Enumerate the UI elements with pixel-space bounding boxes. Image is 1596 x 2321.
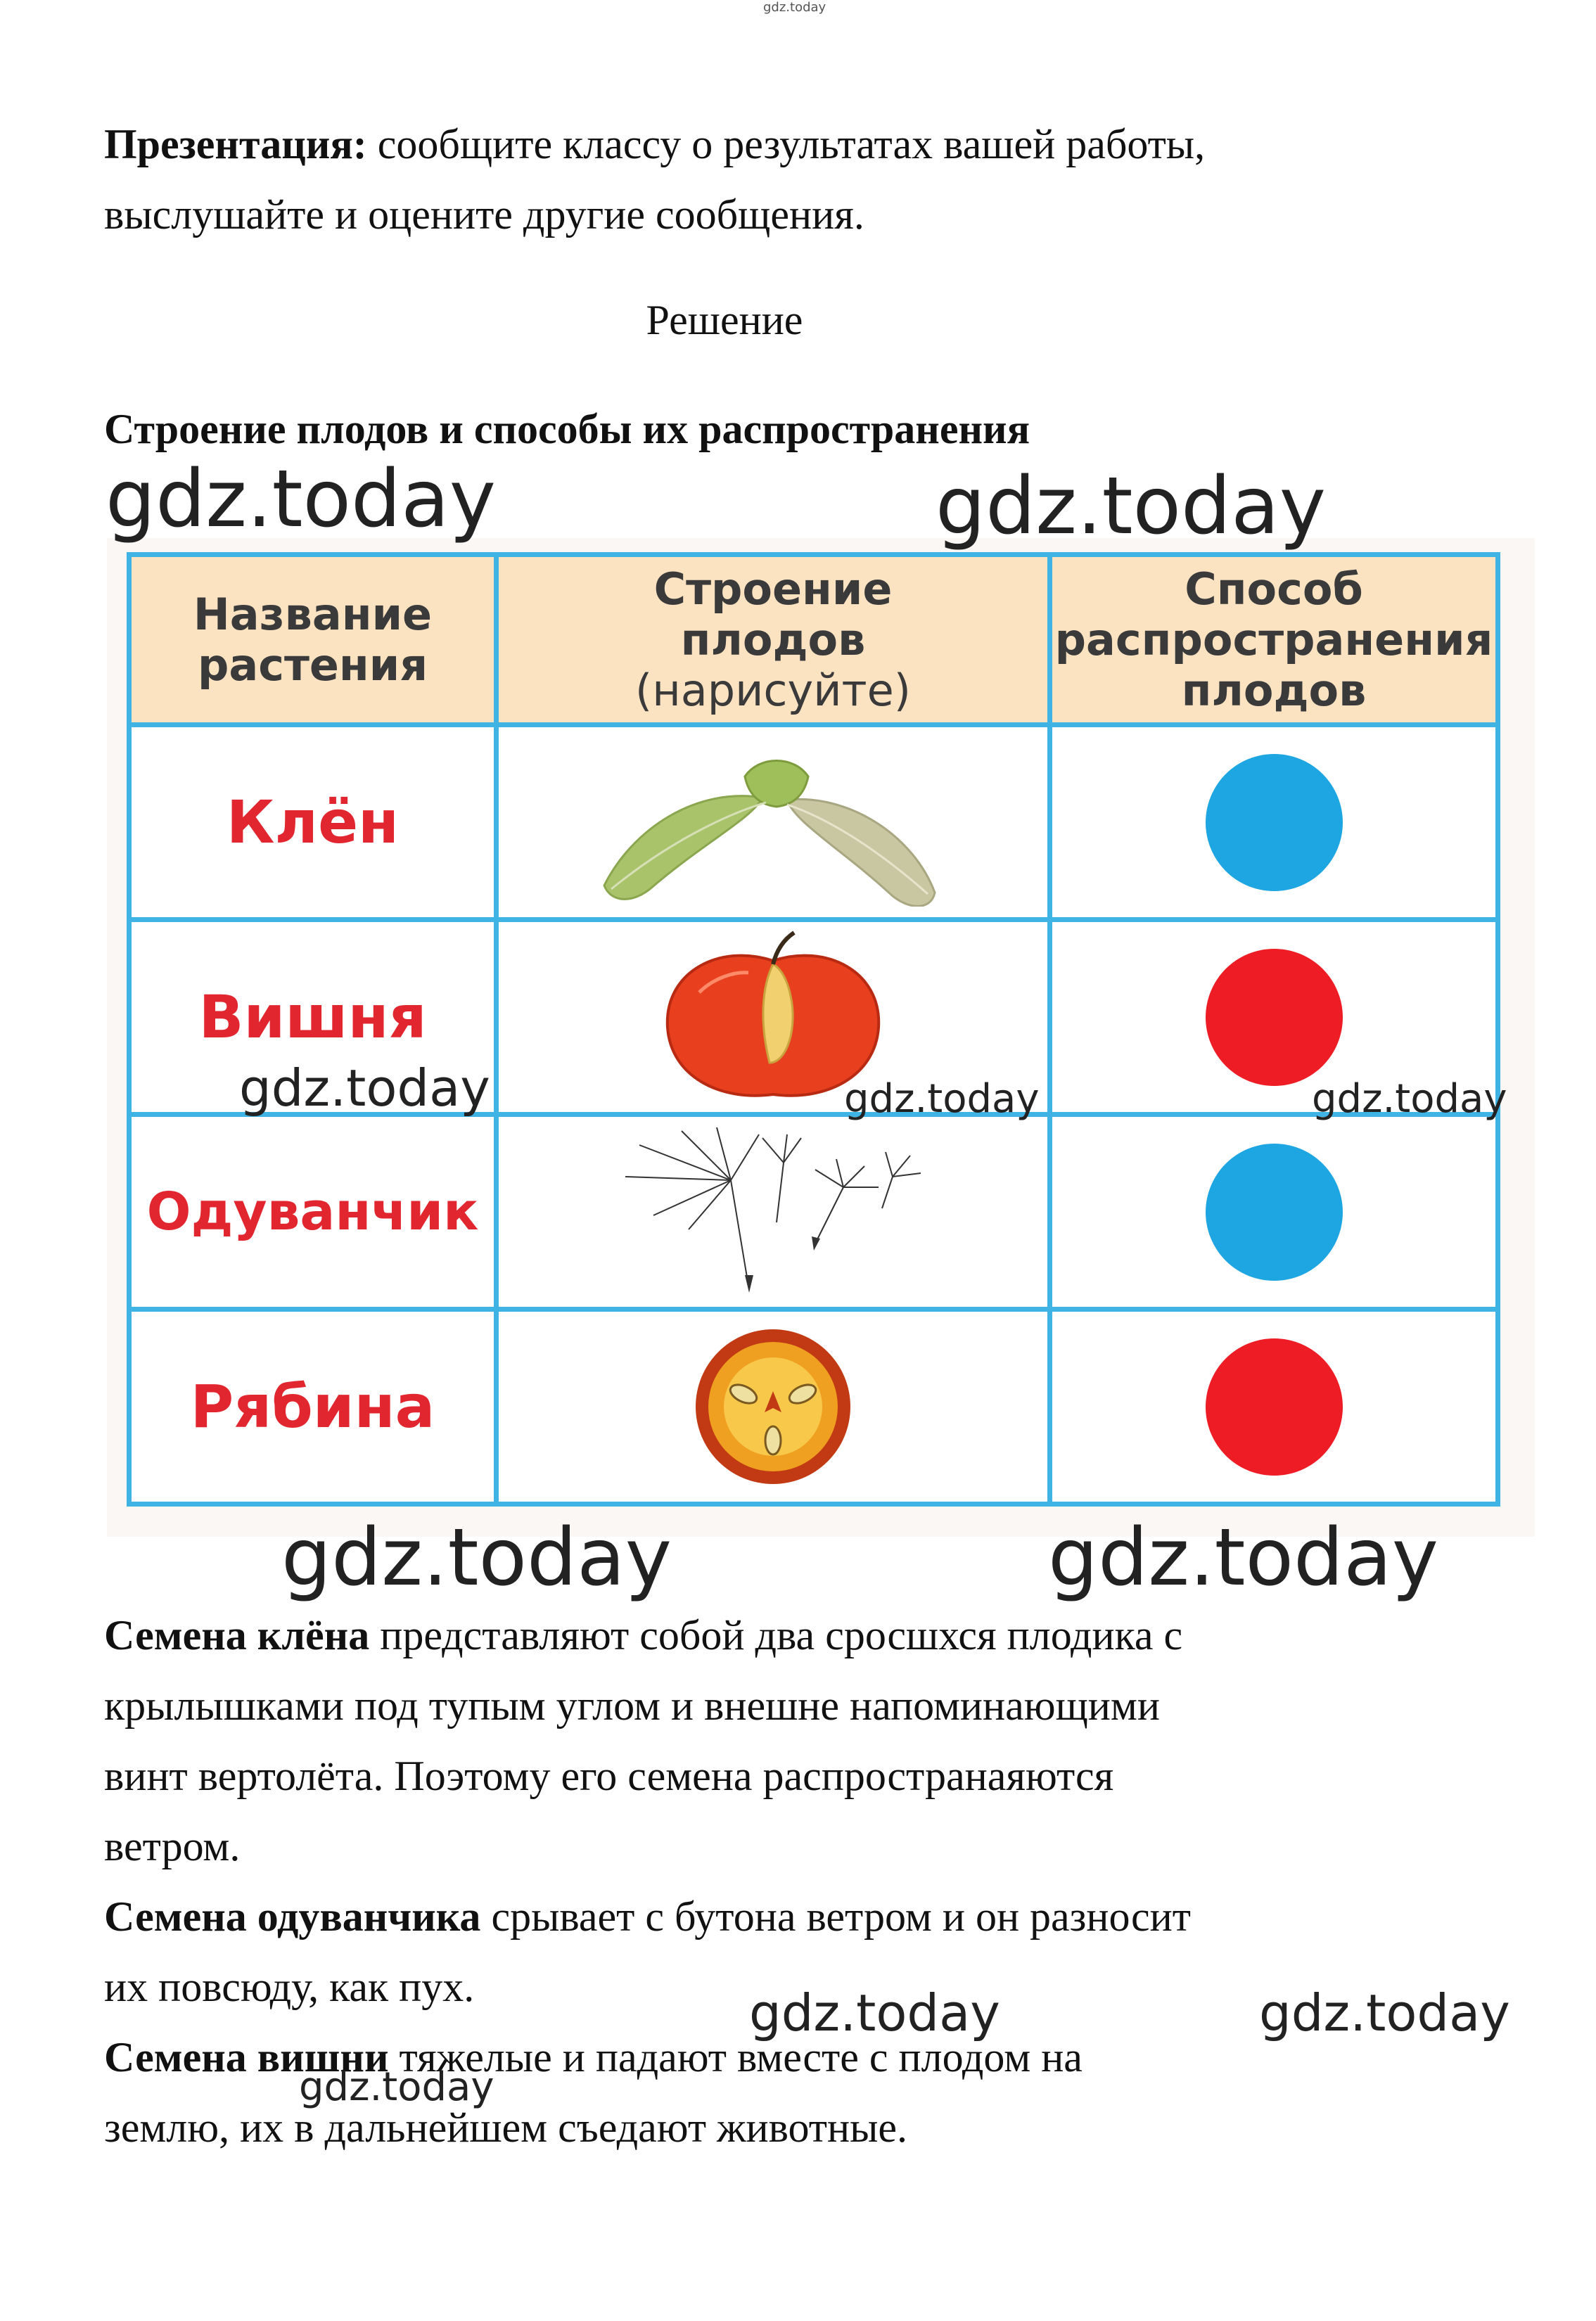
header-fruit-structure-line3: (нарисуйте)	[635, 664, 911, 716]
watermark: gdz.today	[281, 1512, 672, 1604]
dispersal-dot-icon	[1206, 754, 1343, 891]
fruit-table	[127, 552, 1500, 1507]
intro-line-2: выслушайте и оцените другие сообщения.	[104, 191, 864, 238]
header-watermark: gdz.today	[763, 0, 826, 15]
dispersal-cell	[1050, 725, 1498, 920]
fruit-drawing-cell	[497, 725, 1050, 920]
p2-line-1	[104, 1881, 1191, 1952]
p3-bold: Семена вишни	[104, 2034, 389, 2080]
p2-text: срывает с бутона ветром и он разносит	[480, 1893, 1191, 1940]
intro-line-1	[104, 109, 1205, 179]
header-dispersal-line1: Способ	[1185, 563, 1363, 615]
dispersal-dot-icon	[1206, 1144, 1343, 1281]
fruit-drawing-cell	[497, 1115, 1050, 1310]
watermark: gdz.today	[1259, 1983, 1510, 2042]
header-fruit-structure-line1: Строение	[653, 563, 893, 615]
header-plant-name	[129, 555, 497, 725]
intro-bold: Презентация:	[104, 121, 367, 167]
fruit-drawing-cell	[497, 1310, 1050, 1504]
header-plant-name-line1: Название	[193, 588, 433, 640]
dandelion-seeds-icon	[611, 1124, 935, 1300]
p1-line-3: винт вертолёта. Поэтому его семена распространаяются	[104, 1753, 1114, 1799]
p3-line-2: землю, их в дальнейшем съедают животные.	[104, 2104, 908, 2151]
header-dispersal-line2: распространения	[1054, 613, 1493, 665]
p1-text: представляют собой два сросшхся плодика с	[369, 1612, 1183, 1658]
header-plant-name-line2: растения	[197, 639, 428, 691]
table-header-row	[129, 555, 1498, 725]
p1-bold: Семена клёна	[104, 1612, 370, 1658]
dispersal-cell	[1050, 1310, 1498, 1504]
dispersal-cell	[1050, 1115, 1498, 1310]
p3-text: тяжелые и падают вместе с плодом на	[388, 2034, 1083, 2080]
table-title: Строение плодов и способы их распространения	[104, 406, 1030, 452]
watermark: gdz.today	[1048, 1512, 1439, 1604]
header-fruit-structure	[497, 555, 1050, 725]
plant-name: Рябина	[129, 1310, 497, 1504]
maple-samara-icon	[583, 738, 963, 907]
watermark: gdz.today	[844, 1076, 1040, 1122]
table-row	[129, 1115, 1498, 1310]
solution-heading: Решение	[646, 297, 803, 343]
plant-name: Вишня	[129, 920, 497, 1115]
watermark: gdz.today	[936, 461, 1327, 552]
header-fruit-structure-line2: плодов	[680, 613, 866, 665]
table-row	[129, 1310, 1498, 1504]
intro-text: сообщите классу о результатах вашей работы,	[366, 121, 1206, 167]
dispersal-dot-icon	[1206, 949, 1343, 1086]
dispersal-dot-icon	[1206, 1338, 1343, 1476]
plant-name: Клён	[129, 725, 497, 920]
p1-line-1	[104, 1600, 1182, 1670]
header-dispersal-line3: плодов	[1181, 664, 1367, 716]
watermark: gdz.today	[239, 1059, 490, 1118]
watermark: gdz.today	[749, 1983, 1000, 2042]
plant-name: Одуванчик	[129, 1115, 497, 1310]
p2-line-2: их повсюду, как пух.	[104, 1964, 475, 2010]
p2-bold: Семена одуванчика	[104, 1893, 481, 1940]
table-row	[129, 725, 1498, 920]
p1-line-2: крылышками под тупым углом и внешне напоминающими	[104, 1682, 1160, 1729]
header-dispersal-method	[1050, 555, 1498, 725]
watermark: gdz.today	[299, 2064, 494, 2110]
rowan-berry-icon	[689, 1322, 857, 1491]
watermark: gdz.today	[106, 454, 497, 545]
watermark: gdz.today	[1312, 1076, 1507, 1122]
p1-line-4: ветром.	[104, 1823, 241, 1869]
